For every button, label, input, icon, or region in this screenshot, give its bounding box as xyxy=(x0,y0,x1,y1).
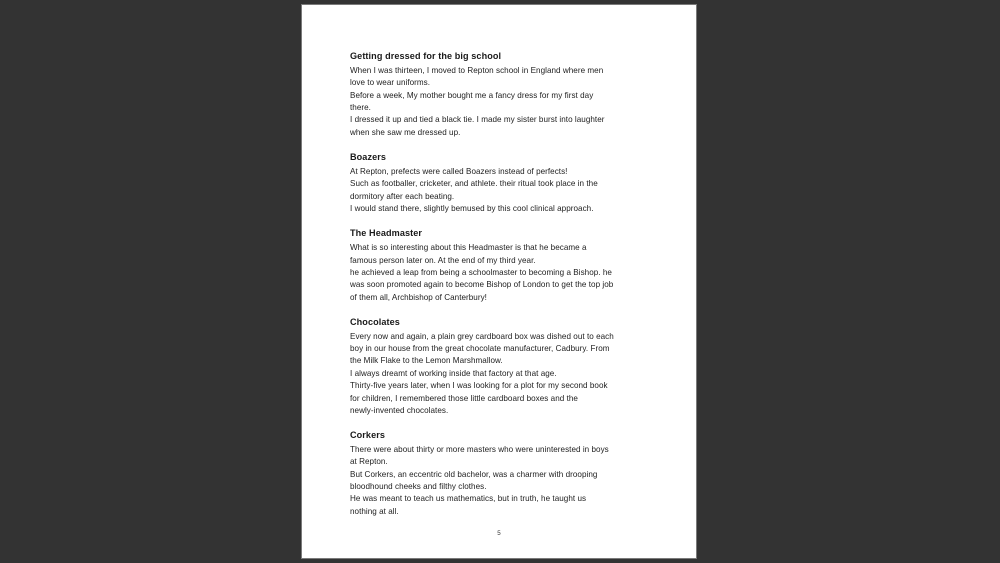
section-paragraph-line: At Repton, prefects were called Boazers instead of perfects! xyxy=(350,166,568,176)
section-paragraph-line: the Milk Flake to the Lemon Marshmallow. xyxy=(350,356,503,366)
section-paragraph-line: nothing at all. xyxy=(350,506,399,516)
document-page xyxy=(302,5,696,558)
section-heading: Boazers xyxy=(350,151,387,162)
section-paragraph-line: But Corkers, an eccentric old bachelor, was a charmer with drooping xyxy=(350,469,598,479)
section-paragraph-line: bloodhound cheeks and filthy clothes. xyxy=(350,482,487,492)
section-paragraph-line: he achieved a leap from being a schoolmaster to becoming a Bishop. he xyxy=(350,267,612,277)
section-paragraph-line: for children, I remembered those little cardboard boxes and the xyxy=(350,393,578,403)
section-paragraph-line: dormitory after each beating. xyxy=(350,191,455,201)
document-section xyxy=(350,316,652,417)
section-paragraph-line: Such as footballer, cricketer, and athlete. their ritual took place in the xyxy=(350,179,598,189)
document-section xyxy=(350,227,652,304)
document-section xyxy=(350,50,652,139)
section-paragraph-line: Thirty-five years later, when I was looking for a plot for my second book xyxy=(350,381,608,391)
section-heading: Getting dressed for the big school xyxy=(350,51,502,61)
section-paragraph-line: at Repton. xyxy=(350,457,388,467)
section-paragraph-line: boy in our house from the great chocolate manufacturer, Cadbury. From xyxy=(350,344,610,354)
section-paragraph-line: Every now and again, a plain grey cardboard box was dished out to each xyxy=(350,331,614,341)
section-paragraph-line: there. xyxy=(350,102,371,112)
section-paragraph-line: He was meant to teach us mathematics, but in truth, he taught us xyxy=(350,494,587,504)
section-paragraph-line: of them all, Archbishop of Canterbury! xyxy=(350,292,487,302)
page-number: 5 xyxy=(497,530,501,537)
section-paragraph-line: I always dreamt of working inside that factory at that age. xyxy=(350,368,557,378)
document-section xyxy=(350,429,652,518)
section-paragraph-line: famous person later on. At the end of my third year. xyxy=(350,255,536,265)
page-content xyxy=(350,50,652,530)
section-paragraph-line: What is so interesting about this Headmaster is that he became a xyxy=(350,243,587,253)
section-heading: Chocolates xyxy=(350,316,400,327)
section-paragraph-line: was soon promoted again to become Bishop of London to get the top job xyxy=(350,280,614,290)
section-paragraph-line: when she saw me dressed up. xyxy=(350,127,461,137)
section-paragraph-line: love to wear uniforms. xyxy=(350,78,431,88)
document-section xyxy=(350,151,652,215)
section-heading: Corkers xyxy=(350,430,386,441)
section-paragraph-line: Before a week, My mother bought me a fancy dress for my first day xyxy=(350,90,594,100)
section-paragraph-line: newly-invented chocolates. xyxy=(350,405,449,415)
section-paragraph-line: I dressed it up and tied a black tie. I made my sister burst into laughter xyxy=(350,115,605,125)
section-paragraph-line: I would stand there, slightly bemused by this cool clinical approach. xyxy=(350,203,594,213)
section-heading: The Headmaster xyxy=(350,228,423,239)
section-paragraph-line: When I was thirteen, I moved to Repton school in England where men xyxy=(350,65,604,75)
section-paragraph-line: There were about thirty or more masters who were uninterested in boys xyxy=(350,445,609,455)
